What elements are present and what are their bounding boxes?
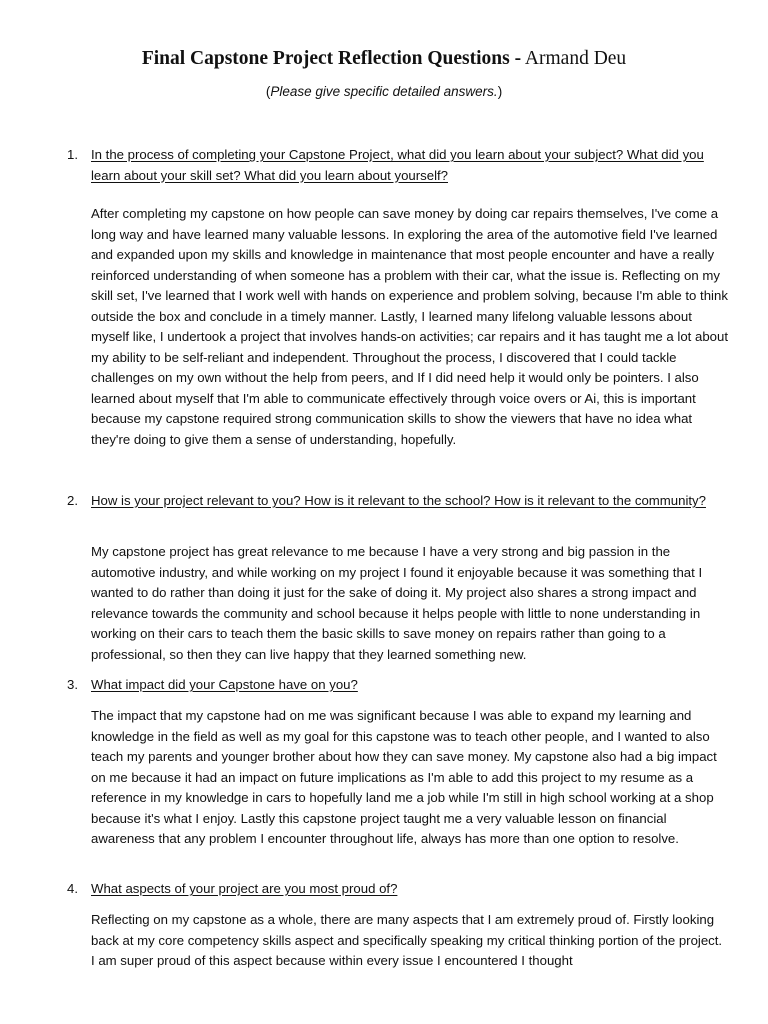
answer-3: The impact that my capstone had on me was significant because I was able to expand my learning and knowledge in the field as well as my goal for this capstone was to teach other people, and I wanted to also teach my parents and younger brother about how they can save money. My capstone also had a big impact on me because it had an impact on future implications as I'm able to add this project to my resume as a reference in my knowledge in cars to hopefully land me a job while I'm still in high school working at a shop because it's what I enjoy. Lastly this capstone project taught me a very valuable lesson on financial awareness that any problem I encounter throughout life, always has more than one option to resolve.	[91, 708, 717, 847]
question-number: 2.	[67, 493, 78, 508]
question-text: What impact did your Capstone have on you?	[91, 677, 358, 692]
question-number: 4.	[67, 881, 78, 896]
question-text: How is your project relevant to you? How is it relevant to the school? How is it relevant to the community?	[91, 493, 706, 508]
question-number: 1.	[67, 147, 78, 162]
instructions	[0, 83, 768, 101]
answer-1: After completing my capstone on how people can save money by doing car repairs themselves, I've come a long way and have learned many valuable lessons. In exploring the area of the automotive field I've learned and expanded upon my skills and knowledge in maintenance that most people encounter and have a really reinforced understanding of when someone has a problem with their car, what the issue is. Reflecting on my skill set, I've learned that I work well with hands on experience and problem solving, because I'm able to think outside the box and conclude in a timely manner. Lastly, I learned many lifelong valuable lessons about myself like, I undertook a project that involves hands-on activities; car repairs and it has taught me a lot about my ability to be self-reliant and independent. Throughout the process, I discovered that I could tackle challenges on my own without the help from peers, and If I did need help it would only be pointers. I also learned about myself that I'm able to communicate effectively through voice overs or Ai, this is important because my capstone required strong communication skills to show the viewers that have no idea what they're doing to give them a sense of understanding, hopefully.	[91, 206, 728, 448]
title-heading: Final Capstone Project Reflection Questions -	[141, 48, 522, 69]
question-text: What aspects of your project are you most proud of?	[91, 881, 398, 896]
answer-4: Reflecting on my capstone as a whole, there are many aspects that I am extremely proud of. Firstly looking back at my core competency skills aspect and specifically speaking my critical thinking portion of the project. I am super proud of this aspect because within every issue I encountered I thought	[91, 912, 723, 969]
instructions-text: Please give specific detailed answers.	[270, 84, 498, 99]
instructions-close-paren: )	[497, 84, 503, 99]
answer-2: My capstone project has great relevance to me because I have a very strong and big passion in the automotive industry, and while working on my project I found it enjoyable because it was something that I wanted to do rather than doing it just for the sake of doing it. My project also shares a strong impact and relevance towards the community and school because it helps people with little to none understanding in working on their cars to teach them the basic skills to save money on repairs rather than going to a professional, so then they can live happy that they learned something new.	[91, 544, 703, 662]
instructions-open-paren: (	[265, 84, 271, 99]
question-text: In the process of completing your Capstone Project, what did you learn about your subject? What did you learn about your skill set? What did you learn about yourself?	[91, 147, 704, 183]
question-number: 3.	[67, 677, 78, 692]
author-name: Armand Deu	[521, 48, 627, 69]
page-title	[0, 47, 768, 71]
